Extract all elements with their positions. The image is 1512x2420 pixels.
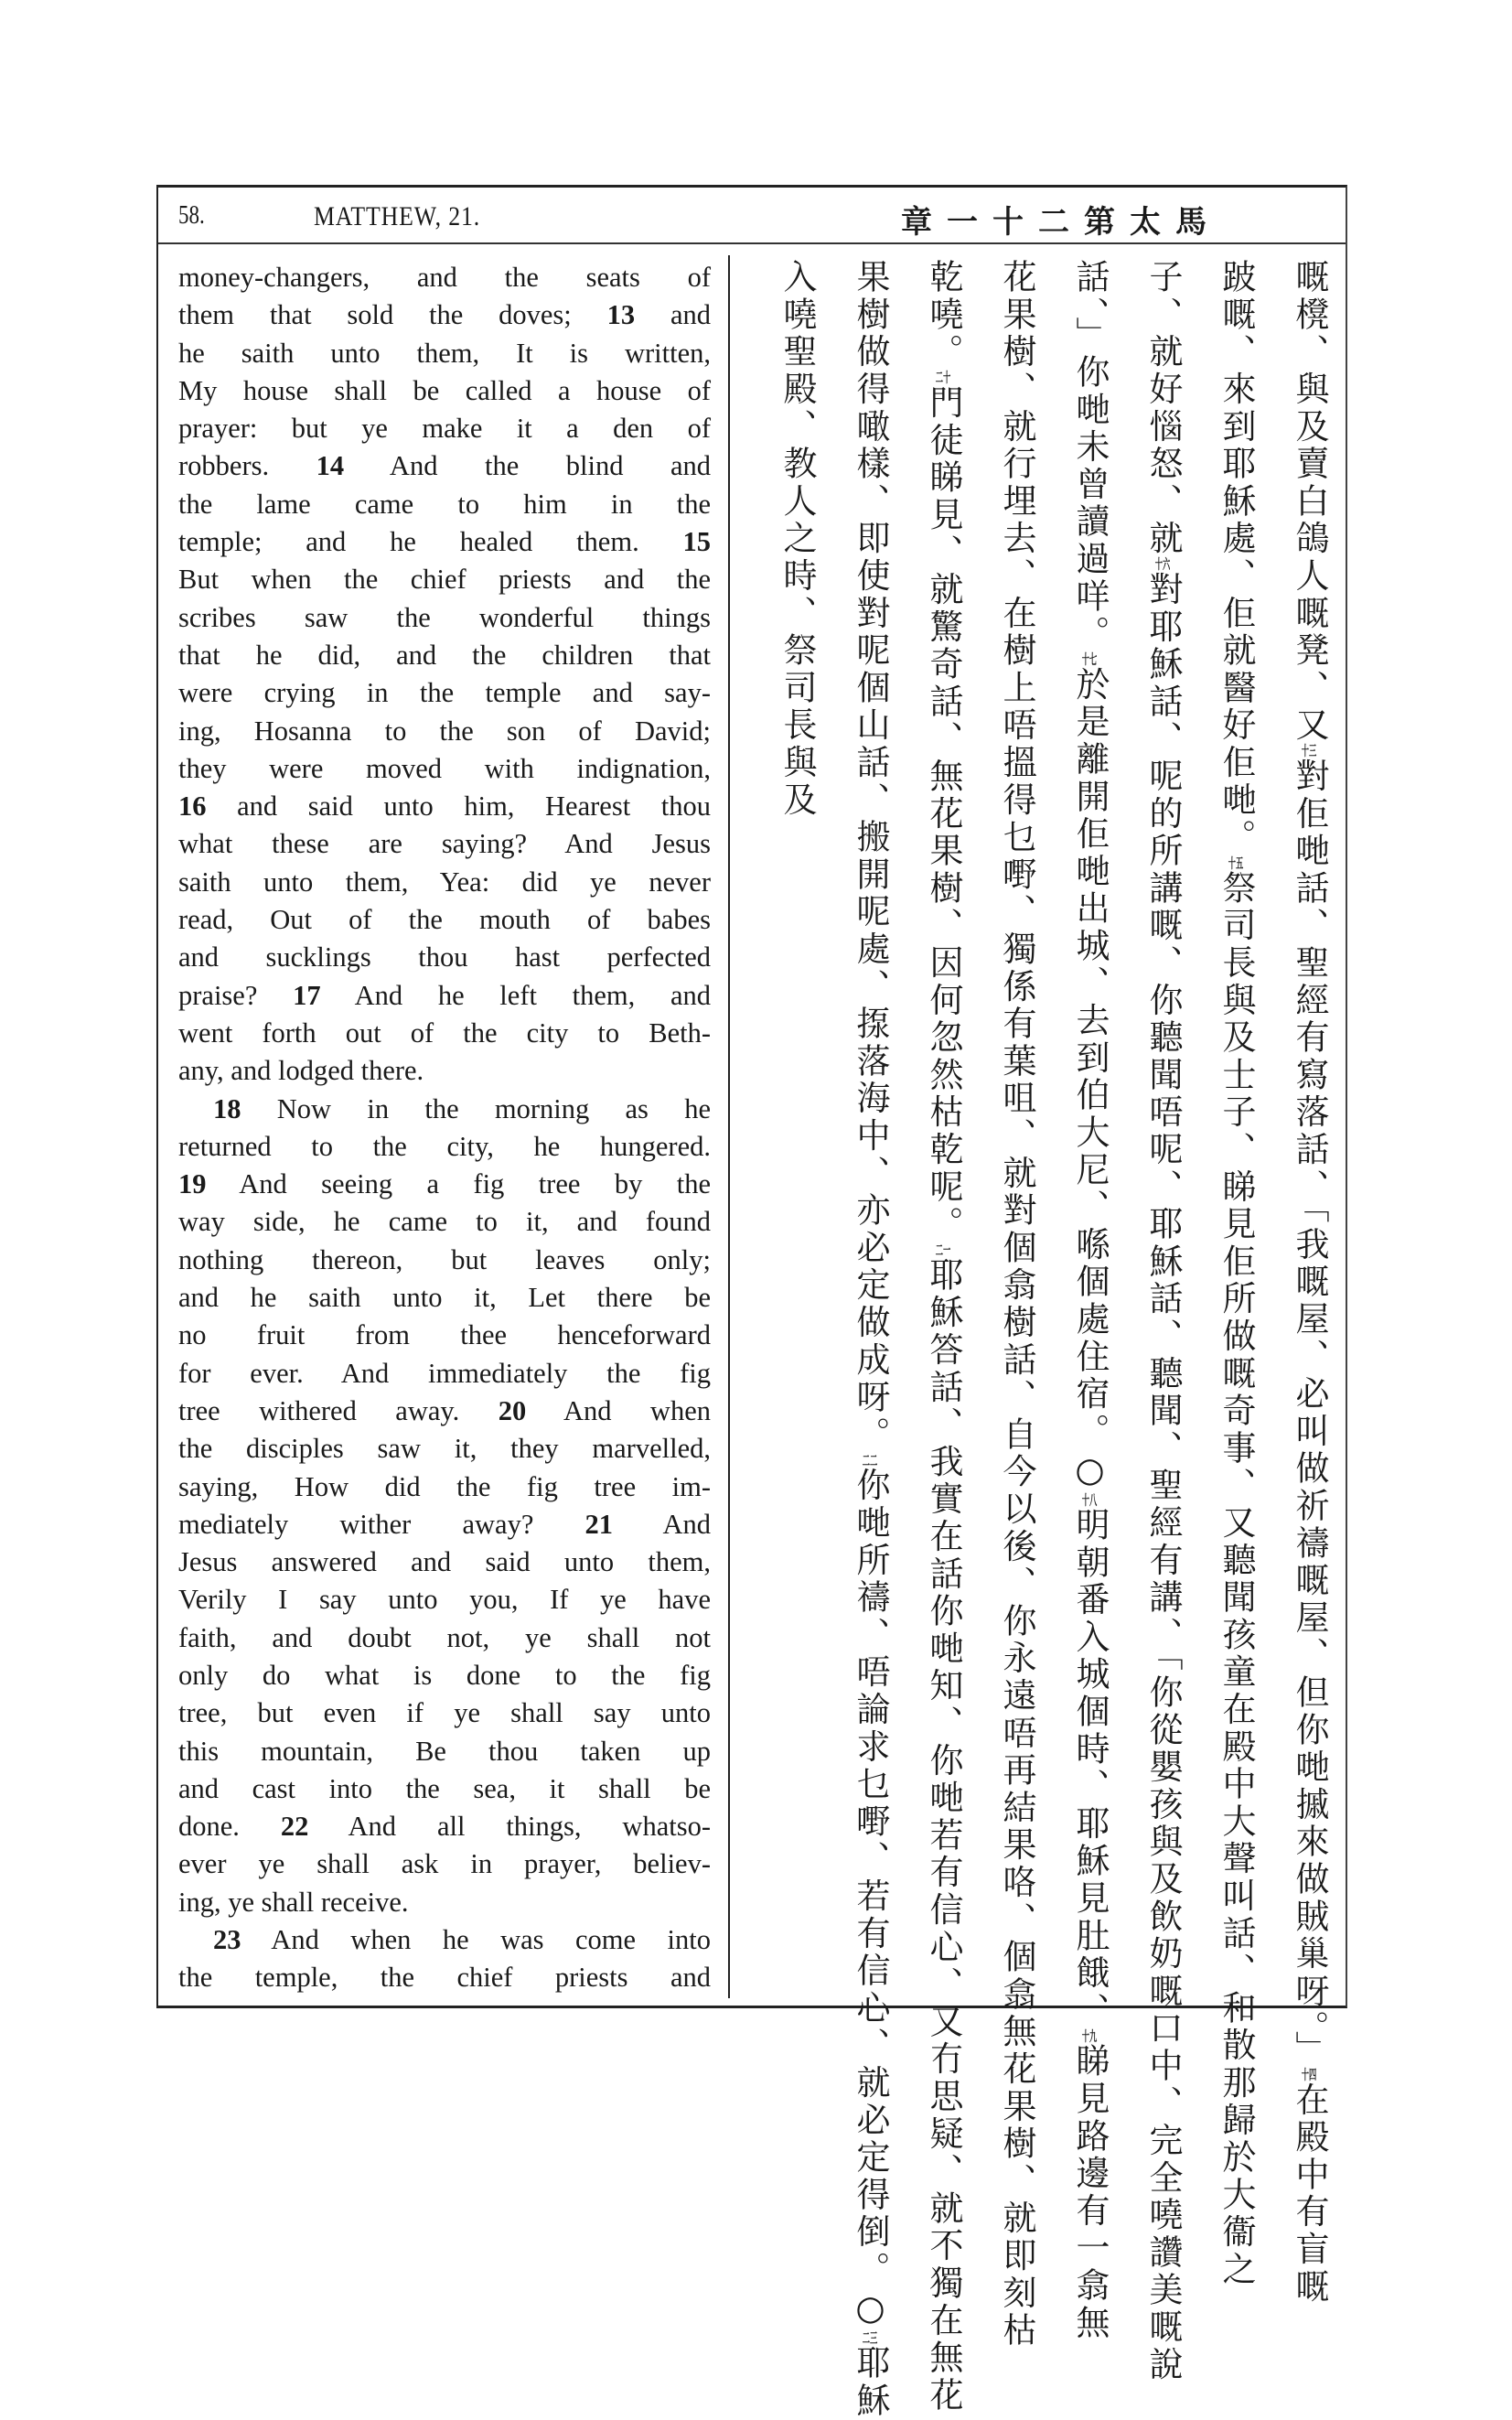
text-line <box>178 1506 711 1543</box>
text-line <box>178 1203 711 1241</box>
text-line <box>178 1279 711 1317</box>
verse-number: 十九 <box>1081 2029 1098 2044</box>
text-line <box>178 1808 711 1845</box>
text-line <box>178 372 711 410</box>
line-text: and cast into the sea, it shall be <box>178 1772 711 1804</box>
text-line <box>178 1845 711 1883</box>
line-text: Now in the morning as he <box>241 1092 711 1124</box>
chinese-text: 耶穌 <box>851 2345 890 2420</box>
line-text: read, Out of the mouth of babes <box>178 904 711 936</box>
text-line <box>178 410 711 447</box>
verse-number: 19 <box>178 1168 207 1200</box>
line-text: mediately wither away? <box>178 1508 585 1540</box>
text-line <box>178 750 711 788</box>
running-header <box>158 188 1346 244</box>
verse-number: 十七 <box>1081 652 1098 667</box>
line-text: And he left them, and <box>320 979 712 1011</box>
line-text: no fruit from thee henceforward <box>178 1319 711 1351</box>
line-text: he saith unto them, It is written, <box>178 337 711 369</box>
line-text: this mountain, Be thou taken up <box>178 1735 711 1767</box>
verse-number: 17 <box>293 979 321 1011</box>
text-line <box>178 1355 711 1393</box>
line-text: And <box>613 1508 711 1540</box>
verse-number: 二三 <box>862 2331 878 2346</box>
line-text: any, and lodged there. <box>178 1055 424 1087</box>
line-text: tree, but even if ye shall say unto <box>178 1697 711 1729</box>
chinese-running-title: 章一十二第太馬 <box>901 204 1221 241</box>
text-line <box>178 1317 711 1354</box>
line-text: And when <box>526 1394 711 1426</box>
verse-number: 十五 <box>1228 855 1244 870</box>
chinese-text: 子、就好惱怒、就 <box>1143 259 1183 558</box>
verse-number: 十三 <box>1301 744 1317 758</box>
text-line <box>178 486 711 523</box>
text-line <box>178 788 711 825</box>
text-line <box>178 825 711 863</box>
running-title: MATTHEW, 21. <box>314 201 481 231</box>
page-number: 58. <box>178 201 205 230</box>
line-text: But when the chief priests and the <box>178 564 711 596</box>
text-line <box>178 1657 711 1694</box>
verse-number: 二二 <box>862 1453 878 1468</box>
line-text: money-changers, and the seats of <box>178 262 711 293</box>
verse-number: 二十 <box>935 371 951 385</box>
verse-number: 十四 <box>1301 2068 1317 2082</box>
chinese-column <box>916 259 970 2415</box>
line-text: nothing thereon, but leaves only; <box>178 1243 711 1275</box>
chinese-column <box>769 259 824 1997</box>
verse-number: 14 <box>316 450 345 482</box>
line-text: saying, How did the fig tree im- <box>178 1470 711 1502</box>
page-frame <box>156 185 1347 2420</box>
line-text: tree withered away. <box>178 1394 499 1426</box>
text-line <box>178 1393 711 1430</box>
text-line <box>178 1015 711 1052</box>
line-text: My house shall be called a house of <box>178 374 711 406</box>
chinese-text: 嘅櫈、與及賣白鴿人嘅凳、又 <box>1290 259 1329 745</box>
verse-number: 16 <box>178 791 207 823</box>
chinese-text: 祭司長與及士子、睇見佢所做嘅奇事、又聽聞孩童在殿中大聲叫話、和散那歸於大衞之 <box>1217 869 1256 2289</box>
text-line <box>178 1959 711 1996</box>
text-line <box>178 1921 711 1959</box>
text-line <box>178 561 711 598</box>
line-text: went forth out of the city to Beth- <box>178 1016 711 1049</box>
chinese-text: 話、」你哋未曾讀過咩。 <box>1070 259 1110 653</box>
text-line <box>178 1543 711 1581</box>
verse-number: 20 <box>498 1394 527 1426</box>
text-line <box>178 1619 711 1657</box>
text-line <box>178 296 711 334</box>
line-text: and sucklings thou hast perfected <box>178 941 711 973</box>
line-text: that he did, and the children that <box>178 639 711 671</box>
line-text: robbers. <box>178 450 316 482</box>
verse-number: 18 <box>213 1092 241 1124</box>
chinese-text: 睇見路邊有一翕無 <box>1070 2043 1110 2342</box>
line-text: and he saith unto it, Let there be <box>178 1282 711 1314</box>
column-divider <box>728 255 730 1998</box>
line-text: what these are saying? And Jesus <box>178 828 711 860</box>
line-text: temple; and he healed them. <box>178 526 683 558</box>
line-text: ever ye shall ask in prayer, believ- <box>178 1848 711 1880</box>
text-line <box>178 1770 711 1808</box>
line-text: prayer: but ye make it a den of <box>178 413 711 445</box>
line-text: And seeing a fig tree by the <box>206 1168 711 1200</box>
line-text: way side, he came to it, and found <box>178 1206 711 1238</box>
chinese-text: 跛嘅、來到耶穌處、佢就醫好佢哋。 <box>1217 259 1256 856</box>
verse-number: 十八 <box>1081 1492 1098 1507</box>
chinese-column <box>1281 259 1336 2307</box>
verse-number: 23 <box>213 1924 241 1956</box>
line-text: them that sold the doves; <box>178 299 607 331</box>
text-line <box>178 1581 711 1619</box>
chinese-text-column <box>744 259 1338 2420</box>
text-line <box>178 939 711 976</box>
text-line <box>178 259 711 296</box>
chinese-text: 入嘵聖殿、教人之時、祭司長與及 <box>777 259 817 819</box>
text-line <box>178 1128 711 1166</box>
line-text: for ever. And immediately the fig <box>178 1357 711 1389</box>
line-text: and said unto him, Hearest thou <box>206 791 711 823</box>
chinese-column <box>1062 259 1117 2342</box>
chinese-column <box>842 259 897 2420</box>
text-line <box>178 523 711 561</box>
line-text: And when he was come into <box>241 1924 711 1956</box>
chinese-text: 門徒睇見、就驚奇話、無花果樹、因何忽然枯乾呢。 <box>924 384 963 1243</box>
chinese-column <box>1135 259 1190 2384</box>
text-line <box>178 901 711 939</box>
text-line <box>178 1468 711 1506</box>
text-line <box>178 1733 711 1770</box>
line-text: Jesus answered and said unto them, <box>178 1546 711 1578</box>
line-text: And all things, whatso- <box>308 1811 711 1843</box>
text-line <box>178 447 711 485</box>
chinese-text: 你哋所禱、唔論求乜嘢、若有信心、就必定得倒。○ <box>851 1467 890 2332</box>
line-text: the disciples saw it, they marvelled, <box>178 1433 711 1465</box>
text-line <box>178 864 711 901</box>
text-line <box>178 1430 711 1468</box>
chinese-text: 對耶穌話、呢的所講嘅、你聽聞唔呢、耶穌話、聽聞、聖經有講、「你從嬰孩與及飲奶嘅口中、完全嘵讚美嘅說 <box>1143 571 1183 2384</box>
verse-number: 21 <box>584 1508 613 1540</box>
line-text: And the blind and <box>344 450 711 482</box>
english-text-column <box>178 259 711 1997</box>
chinese-text: 耶穌答話、我實在話你哋知、你哋若有信心、又冇思疑、就不獨在無花 <box>924 1256 963 2415</box>
text-line <box>178 674 711 712</box>
chinese-text: 花果樹、就行埋去、在樹上唔搵得乜嘢、獨係有葉咀、就對個翕樹話、自今以後、你永遠唔再結果咯、個翕無花果樹、就即刻枯 <box>997 259 1036 2350</box>
verse-number: 15 <box>682 526 711 558</box>
verse-number: 13 <box>606 299 636 331</box>
line-text: only do what is done to the fig <box>178 1659 711 1691</box>
text-line <box>178 1091 711 1128</box>
line-text: done. <box>178 1811 281 1843</box>
text-line <box>178 1052 711 1090</box>
line-text: ing, Hosanna to the son of David; <box>178 715 711 747</box>
verse-number: 十六 <box>1154 557 1171 572</box>
text-line <box>178 1166 711 1203</box>
line-text: faith, and doubt not, ye shall not <box>178 1621 711 1653</box>
chinese-column <box>1208 259 1263 2289</box>
chinese-text: 對佢哋話、聖經有寫落話、「我嘅屋、必叫做祈禱嘅屋、但你哋摵來做賊巢呀。」 <box>1290 758 1329 2069</box>
chinese-text: 乾嘵。 <box>924 259 963 371</box>
line-text: saith unto them, Yea: did ye never <box>178 866 711 898</box>
verse-number: 二一 <box>935 1242 951 1257</box>
line-text: scribes saw the wonderful things <box>178 601 711 633</box>
text-line <box>178 335 711 372</box>
line-text: the temple, the chief priests and <box>178 1962 711 1994</box>
chinese-text: 在殿中有盲嘅 <box>1290 2081 1329 2307</box>
line-text: Verily I say unto you, If ye have <box>178 1584 711 1616</box>
chinese-column <box>989 259 1044 2350</box>
text-line <box>178 599 711 637</box>
line-text: and <box>635 299 711 331</box>
verse-number: 22 <box>280 1811 309 1843</box>
line-text: returned to the city, he hungered. <box>178 1130 711 1162</box>
line-text: were crying in the temple and say- <box>178 677 711 709</box>
chinese-text: 果樹做得噉樣、即使對呢個山話、搬開呢處、揼落海中、亦必定做成呀。 <box>851 259 890 1454</box>
line-text: praise? <box>178 979 294 1011</box>
text-line <box>178 977 711 1015</box>
text-line <box>178 1242 711 1279</box>
text-line <box>178 1884 711 1921</box>
text-line <box>178 637 711 674</box>
line-text: ing, ye shall receive. <box>178 1886 409 1918</box>
chinese-text: 明朝番入城個時、耶穌見肚餓、 <box>1070 1506 1110 2030</box>
line-text: the lame came to him in the <box>178 488 711 520</box>
chinese-text: 於是離開佢哋出城、去到伯大尼、喺個處住宿。○ <box>1070 666 1110 1493</box>
text-line <box>178 1694 711 1732</box>
text-line <box>178 713 711 750</box>
line-text: they were moved with indignation, <box>178 752 711 784</box>
